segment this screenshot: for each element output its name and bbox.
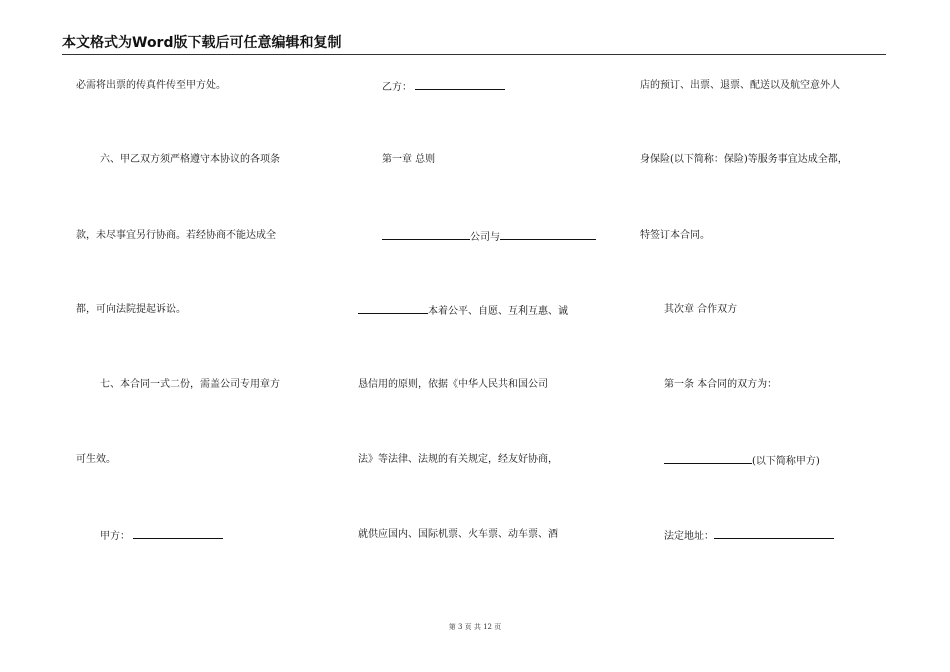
- company-and-text: 公司与: [470, 232, 500, 243]
- left-line-6: [76, 453, 116, 467]
- left-line-1: [76, 79, 226, 93]
- left-line-3-text: 款，未尽事宜另行协商。若经协商不能达成全: [76, 230, 276, 241]
- middle-line-4-text: 本着公平、自愿、互利互惠、诚: [428, 306, 568, 317]
- right-line-2: [640, 153, 848, 167]
- right-line-1: [640, 79, 840, 93]
- right-line-6: [664, 453, 820, 469]
- left-line-6-text: 可生效。: [76, 454, 116, 465]
- middle-line-5: [358, 378, 548, 392]
- right-line-7: [664, 528, 834, 544]
- left-line-2: [100, 153, 280, 167]
- company-blank-1: [382, 229, 470, 240]
- right-line-6-text: (以下简称甲方): [752, 456, 820, 467]
- page-number: 第 3 页 共 12 页: [448, 623, 502, 631]
- middle-line-6: [358, 453, 558, 467]
- right-line-3: [640, 229, 710, 243]
- legal-address-label: 法定地址：: [664, 531, 714, 542]
- page-header-title: 本文格式为Word版下载后可任意编辑和复制: [62, 35, 342, 51]
- middle-line-1: [382, 79, 505, 95]
- left-line-4-text: 都，可向法院提起诉讼。: [76, 304, 186, 315]
- page-footer: [0, 622, 950, 632]
- party-a-label: 甲方：: [100, 531, 130, 542]
- company-blank-2: [500, 229, 596, 240]
- right-line-4: [664, 303, 737, 317]
- chapter-one-heading: 第一章 总则: [382, 154, 436, 165]
- right-line-5: [664, 378, 777, 392]
- left-line-5-text: 七、本合同一式二份，需盖公司专用章方: [100, 379, 280, 390]
- article-one-heading: 第一条 本合同的双方为：: [664, 379, 778, 390]
- middle-line-2: [382, 153, 435, 167]
- left-line-7: [100, 528, 223, 544]
- middle-line-5-text: 恳信用的原则，依据《中华人民共和国公司: [358, 379, 548, 390]
- left-line-2-text: 六、甲乙双方须严格遵守本协议的各项条: [100, 154, 280, 165]
- right-line-2-text: 身保险(以下简称：保险)等服务事宜达成全都，: [640, 154, 848, 165]
- middle-line-6-text: 法》等法律、法规的有关规定，经友好协商，: [358, 454, 558, 465]
- right-line-3-text: 特签订本合同。: [640, 230, 710, 241]
- left-line-3: [76, 229, 276, 243]
- middle-line-7-text: 就供应国内、国际机票、火车票、动车票、酒: [358, 529, 558, 540]
- legal-address-blank: [714, 528, 834, 539]
- party-b-label: 乙方：: [382, 82, 412, 93]
- middle-line-3: [382, 229, 596, 245]
- left-line-5: [100, 378, 280, 392]
- party-b-blank: [415, 79, 505, 90]
- chapter-two-heading: 其次章 合作双方: [664, 304, 738, 315]
- right-line-1-text: 店的预订、出票、退票、配送以及航空意外人: [640, 80, 840, 91]
- left-line-4: [76, 303, 186, 317]
- intro-blank: [358, 303, 428, 314]
- party-a-name-blank: [664, 453, 752, 464]
- middle-line-7: [358, 528, 558, 542]
- middle-line-4: [358, 303, 568, 319]
- page-header: [62, 34, 886, 55]
- party-a-blank: [133, 528, 223, 539]
- left-line-1-text: 必需将出票的传真件传至甲方处。: [76, 80, 226, 91]
